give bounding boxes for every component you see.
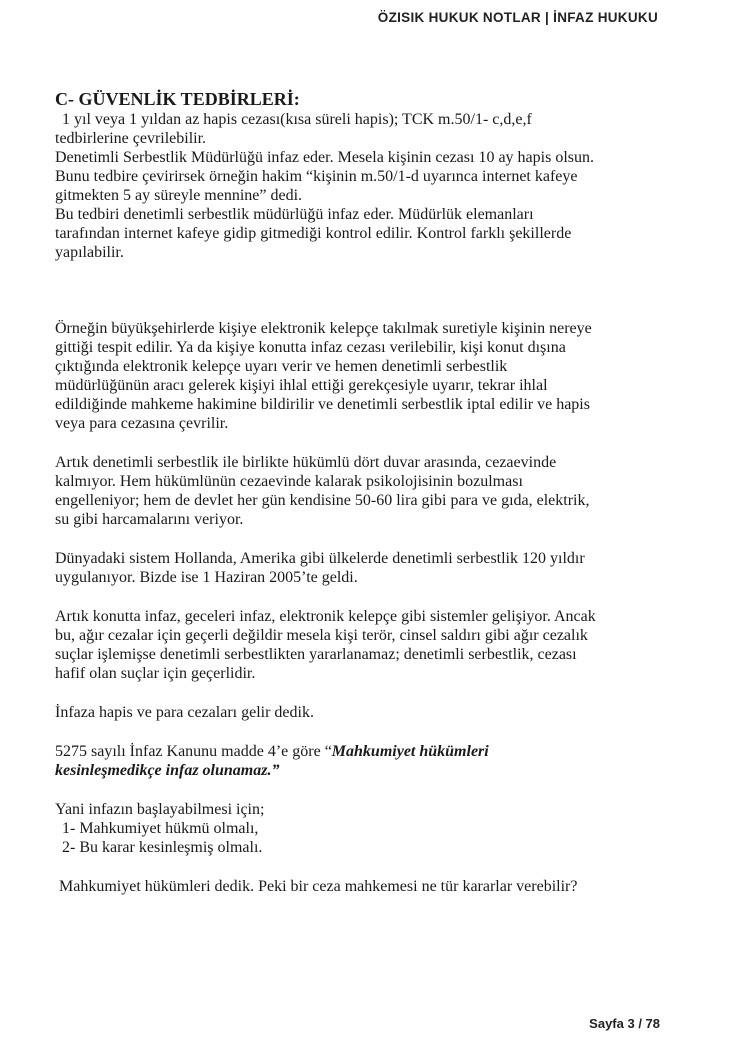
- law-quote: Mahkumiyet hükümleri: [331, 743, 489, 760]
- text-line: 1 yıl veya 1 yıldan az hapis cezası(kısa süreli hapis); TCK m.50/1- c,d,e,f: [62, 111, 532, 128]
- page-number: Sayfa 3 / 78: [589, 1016, 660, 1031]
- text-line: gitmekten 5 ay süreyle mennine” dedi.: [55, 187, 303, 204]
- text-line: Dünyadaki sistem Hollanda, Amerika gibi ülkelerde denetimli serbestlik 120 yıldır: [55, 550, 585, 567]
- law-reference: 5275 sayılı İnfaz Kanunu madde 4’e göre “: [55, 743, 332, 760]
- law-quote: kesinleşmedikçe infaz olunamaz.”: [55, 762, 280, 779]
- text-line: çıktığında elektronik kelepçe uyarı verir ve hemen denetimli serbestlik: [55, 358, 508, 375]
- text-line: edildiğinde mahkeme hakimine bildirilir ve denetimli serbestlik iptal edilir ve hapis: [55, 396, 590, 413]
- text-line: hafif olan suçlar için geçerlidir.: [55, 665, 256, 682]
- text-line: tarafından internet kafeye gidip gitmediği kontrol edilir. Kontrol farklı şekillerde: [55, 225, 572, 242]
- text-line: Örneğin büyükşehirlerde kişiye elektronik kelepçe takılmak suretiyle kişinin nereye: [55, 320, 592, 337]
- running-header: ÖZISIK HUKUK NOTLAR | İNFAZ HUKUKU: [377, 10, 658, 25]
- text-line: [55, 742, 705, 761]
- text-line: gittiği tespit edilir. Ya da kişiye konutta infaz cezası verilebilir, kişi konut dışına: [55, 339, 566, 356]
- paragraph-3: [55, 453, 705, 529]
- paragraph-8: [55, 800, 705, 857]
- text-line: Artık konutta infaz, geceleri infaz, elektronik kelepçe gibi sistemler gelişiyor. Ancak: [55, 608, 596, 625]
- text-line: bu, ağır cezalar için geçerli değildir mesela kişi terör, cinsel saldırı gibi ağır cezalık: [55, 627, 588, 644]
- paragraph-4: [55, 549, 705, 587]
- text-line: Bu tedbiri denetimli serbestlik müdürlüğü infaz eder. Müdürlük elemanları: [55, 206, 534, 223]
- page-body: [55, 88, 705, 896]
- paragraph-1: [55, 110, 705, 262]
- paragraph-9: Mahkumiyet hükümleri dedik. Peki bir ceza mahkemesi ne tür kararlar verebilir?: [59, 878, 578, 895]
- text-line: Artık denetimli serbestlik ile birlikte hükümlü dört duvar arasında, cezaevinde: [55, 454, 557, 471]
- section-heading: C- GÜVENLİK TEDBİRLERİ:: [55, 89, 300, 109]
- list-item: 1- Mahkumiyet hükmü olmalı,: [62, 820, 259, 837]
- text-line: yapılabilir.: [55, 244, 124, 261]
- text-line: Denetimli Serbestlik Müdürlüğü infaz eder. Mesela kişinin cezası 10 ay hapis olsun.: [55, 149, 594, 166]
- text-line: engelleniyor; hem de devlet her gün kendisine 50-60 lira gibi para ve gıda, elektrik,: [55, 492, 590, 509]
- text-line: Bunu tedbire çevirirsek örneğin hakim “kişinin m.50/1-d uyarınca internet kafeye: [55, 168, 578, 185]
- text-line: uygulanıyor. Bizde ise 1 Haziran 2005’te geldi.: [55, 569, 358, 586]
- paragraph-7: [55, 742, 705, 780]
- text-line: müdürlüğünün aracı gelerek kişiyi ihlal ettiği gerekçesiyle uyarır, tekrar ihlal: [55, 377, 548, 394]
- text-line: suçlar işlemişse denetimli serbestlikten yararlanamaz; denetimli serbestlik, cezası: [55, 646, 577, 663]
- text-line: su gibi harcamalarını veriyor.: [55, 511, 244, 528]
- text-line: tedbirlerine çevrilebilir.: [55, 130, 207, 147]
- text-line: kalmıyor. Hem hükümlünün cezaevinde kalarak psikolojisinin bozulması: [55, 473, 523, 490]
- list-item: 2- Bu karar kesinleşmiş olmalı.: [62, 839, 263, 856]
- paragraph-2: [55, 319, 705, 433]
- text-line: Yani infazın başlayabilmesi için;: [55, 801, 265, 818]
- paragraph-6: İnfaza hapis ve para cezaları gelir dedik.: [55, 704, 314, 721]
- text-line: veya para cezasına çevrilir.: [55, 415, 229, 432]
- paragraph-5: [55, 607, 705, 683]
